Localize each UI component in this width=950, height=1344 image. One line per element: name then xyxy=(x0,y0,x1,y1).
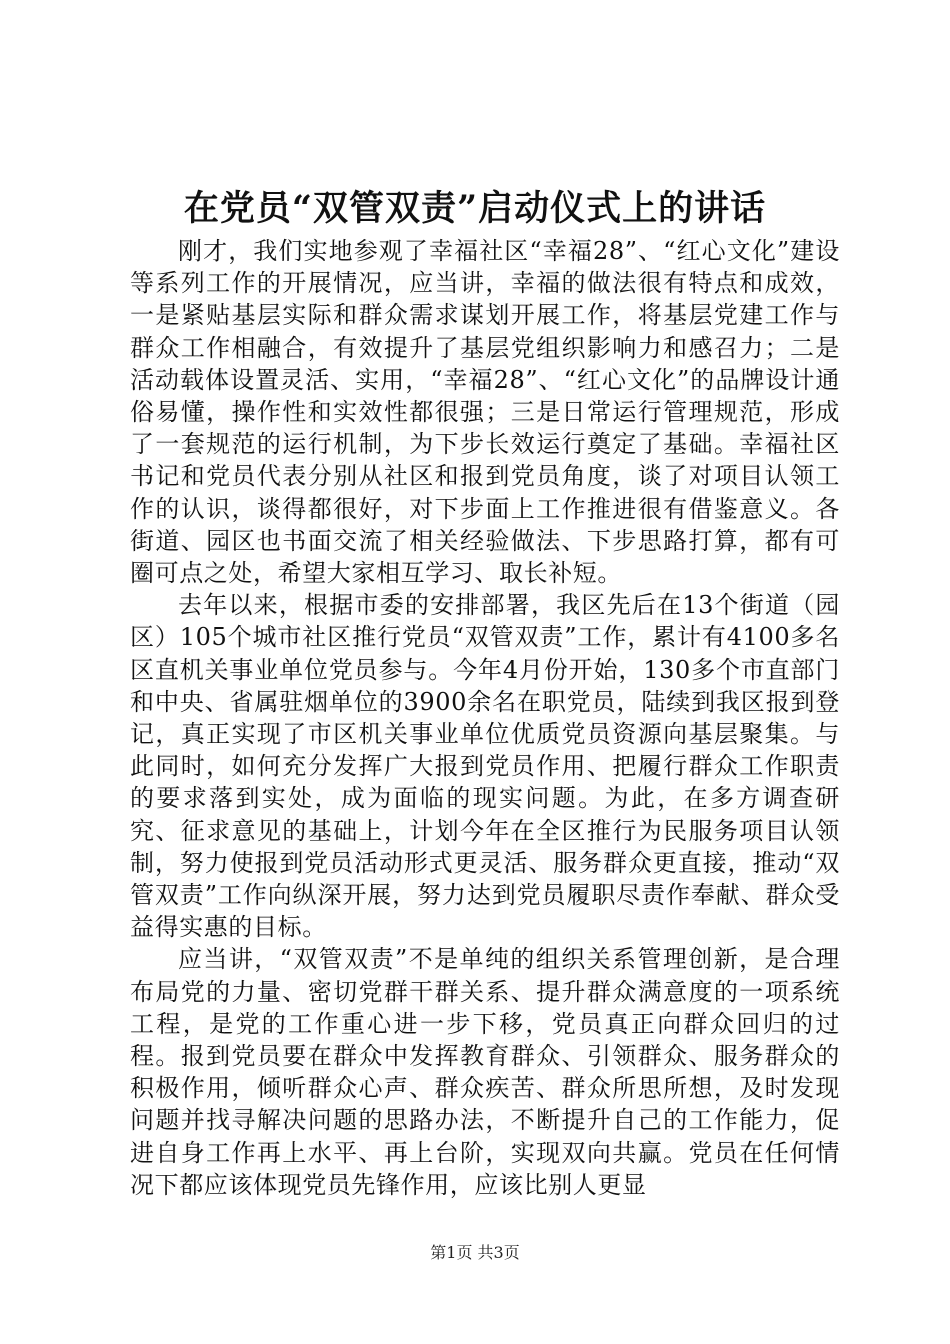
paragraph-1: 刚才，我们实地参观了幸福社区“幸福28”、“红心文化”建设等系列工作的开展情况，应当讲，幸福的做法很有特点和成效，一是紧贴基层实际和群众需求谋划开展工作，将基层党建工作与群众工作相融合，有效提升了基层党组织影响力和感召力；二是活动载体设置灵活、实用，“幸福28”、“红心文化”的品牌设计通俗易懂，操作性和实效性都很强；三是日常运行管理规范，形成了一套规范的运行机制，为下步长效运行奠定了基础。幸福社区书记和党员代表分别从社区和报到党员角度，谈了对项目认领工作的认识，谈得都很好，对下步面上工作推进很有借鉴意义。各街道、园区也书面交流了相关经验做法、下步思路打算，都有可圈可点之处，希望大家相互学习、取长补短。 xyxy=(130,237,840,588)
paragraph-3: 应当讲，“双管双责”不是单纯的组织关系管理创新，是合理布局党的力量、密切党群干群关系、提升群众满意度的一项系统工程，是党的工作重心进一步下移，党员真正向群众回归的过程。报到党员要在群众中发挥教育群众、引领群众、服务群众的积极作用，倾听群众心声、群众疾苦、群众所思所想，及时发现问题并找寻解决问题的思路办法，不断提升自己的工作能力，促进自身工作再上水平、再上台阶，实现双向共赢。党员在任何情况下都应该体现党员先锋作用，应该比别人更显 xyxy=(130,945,840,1199)
document-title: 在党员“双管双责”启动仪式上的讲话 xyxy=(183,188,767,229)
paragraph-2: 去年以来，根据市委的安排部署，我区先后在13个街道（园区）105个城市社区推行党员“双管双责”工作，累计有4100多名区直机关事业单位党员参与。今年4月份开始，130多个市直部门和中央、省属驻烟单位的3900余名在职党员，陆续到我区报到登记，真正实现了市区机关事业单位优质党员资源向基层聚集。与此同时，如何充分发挥广大报到党员作用、把履行群众工作职责的要求落到实处，成为面临的现实问题。为此，在多方调查研究、征求意见的基础上，计划今年在全区推行为民服务项目认领制，努力使报到党员活动形式更灵活、服务群众更直接，推动“双管双责”工作向纵深开展，努力达到党员履职尽责作奉献、群众受益得实惠的目标。 xyxy=(130,591,840,942)
document-body xyxy=(130,235,840,1201)
page-number-footer: 第1页 共3页 xyxy=(430,1243,520,1262)
